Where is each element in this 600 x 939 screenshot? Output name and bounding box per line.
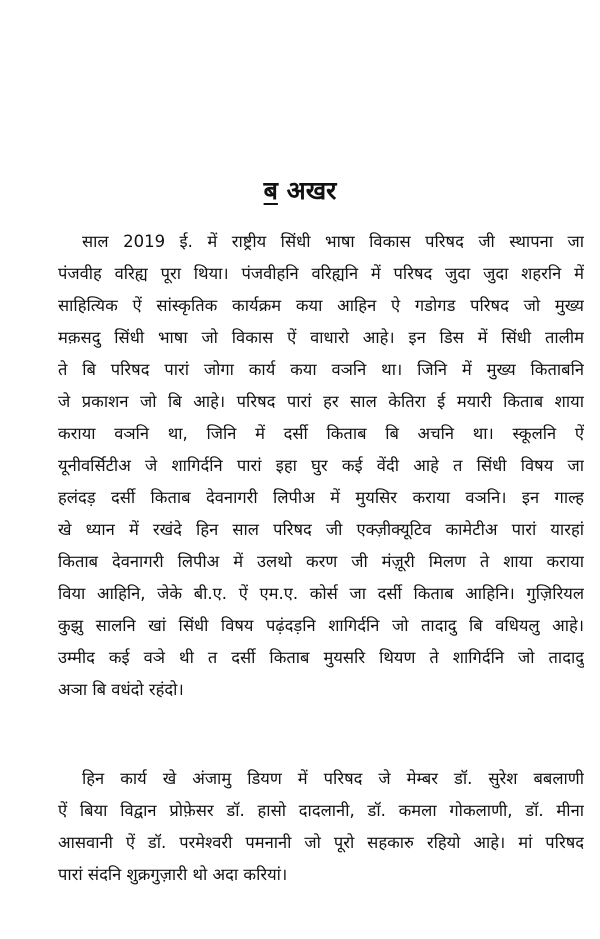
paragraph-line: ते बि परिषद पारां जोगा कार्य कया वञनि था। जिनि में मुख्य किताबनि [58, 360, 584, 379]
paragraph-2 [58, 763, 584, 891]
paragraph-line: पंजवीह वरिह्य पूरा थिया। पंजवीहनि वरिह्यनि में परिषद जुदा जुदा शहरनि में [58, 264, 584, 283]
paragraph-1 [58, 226, 584, 706]
paragraph-line: हिन कार्य खे अंजामु डियण में परिषद जे मेम्बर डॉ. सुरेश बबलाणी [82, 769, 584, 788]
paragraph-line: अञा बि वधंदो रहंदो। [58, 680, 184, 699]
paragraph-line: साहित्यिक ऐं सांस्कृतिक कार्यक्रम कया आहिन ऐ गडोगड परिषद जो मुख्य [58, 296, 584, 315]
page-title [0, 176, 600, 206]
paragraph-line: पारां संदनि शुक्रगुज़ारी थो अदा करियां। [58, 865, 288, 884]
paragraph-line: उम्मीद कई वञे थी त दर्सी किताब मुयसरि थियण ते शागिर्दनि जो तादादु [58, 648, 584, 667]
paragraph-line: किताब देवनागरी लिपीअ में उलथो करण जी मंज़ूरी मिलण ते शाया कराया [58, 552, 584, 571]
paragraph-line: हलंदड़ दर्सी किताब देवनागरी लिपीअ में मुयसिर कराया वञनि। इन गाल्ह [58, 488, 584, 507]
paragraph-line: विया आहिनि, जेके बी.ए. ऐं एम.ए. कोर्स जा दर्सी किताब आहिनि। गुज़िरियल [58, 584, 584, 603]
page-title-underlined-letter: ब [263, 176, 278, 205]
paragraph-line: ऐं बिया विद्वान प्रोफ़ेसर डॉ. हासो दादलानी, डॉ. कमला गोकलाणी, डॉ. मीना [58, 801, 584, 820]
paragraph-line: साल 2019 ई. में राष्ट्रीय सिंधी भाषा विकास परिषद जी स्थापना जा [82, 232, 584, 251]
paragraph-line: आसवानी ऐं डॉ. परमेश्वरी पमनानी जो पूरो सहकारु रहियो आहे। मां परिषद [58, 833, 584, 852]
paragraph-line: जे प्रकाशन जो बि आहे। परिषद पारां हर साल केतिरा ई मयारी किताब शाया [58, 392, 584, 411]
paragraph-line: खे ध्यान में रखंदे हिन साल परिषद जी एक्ज़ीक्यूटिव कामेटीअ पारां यारहां [58, 520, 584, 539]
paragraph-line: यूनीवर्सिटीअ जे शागिर्दनि पारां इहा घुर कई वेंदी आहे त सिंधी विषय जा [58, 456, 584, 475]
paragraph-line: कराया वञनि था, जिनि में दर्सी किताब बि अचनि था। स्कूलनि ऐं [58, 424, 584, 443]
paragraph-line: मक़सदु सिंधी भाषा जो विकास ऐं वाधारो आहे। इन डिस में सिंधी तालीम [58, 328, 584, 347]
paragraph-line: कुझु सालनि खां सिंधी विषय पढ़ंदड़नि शागिर्दनि जो तादादु बि वधियलु आहे। [58, 616, 584, 635]
page-title-rest: अखर [277, 176, 337, 205]
